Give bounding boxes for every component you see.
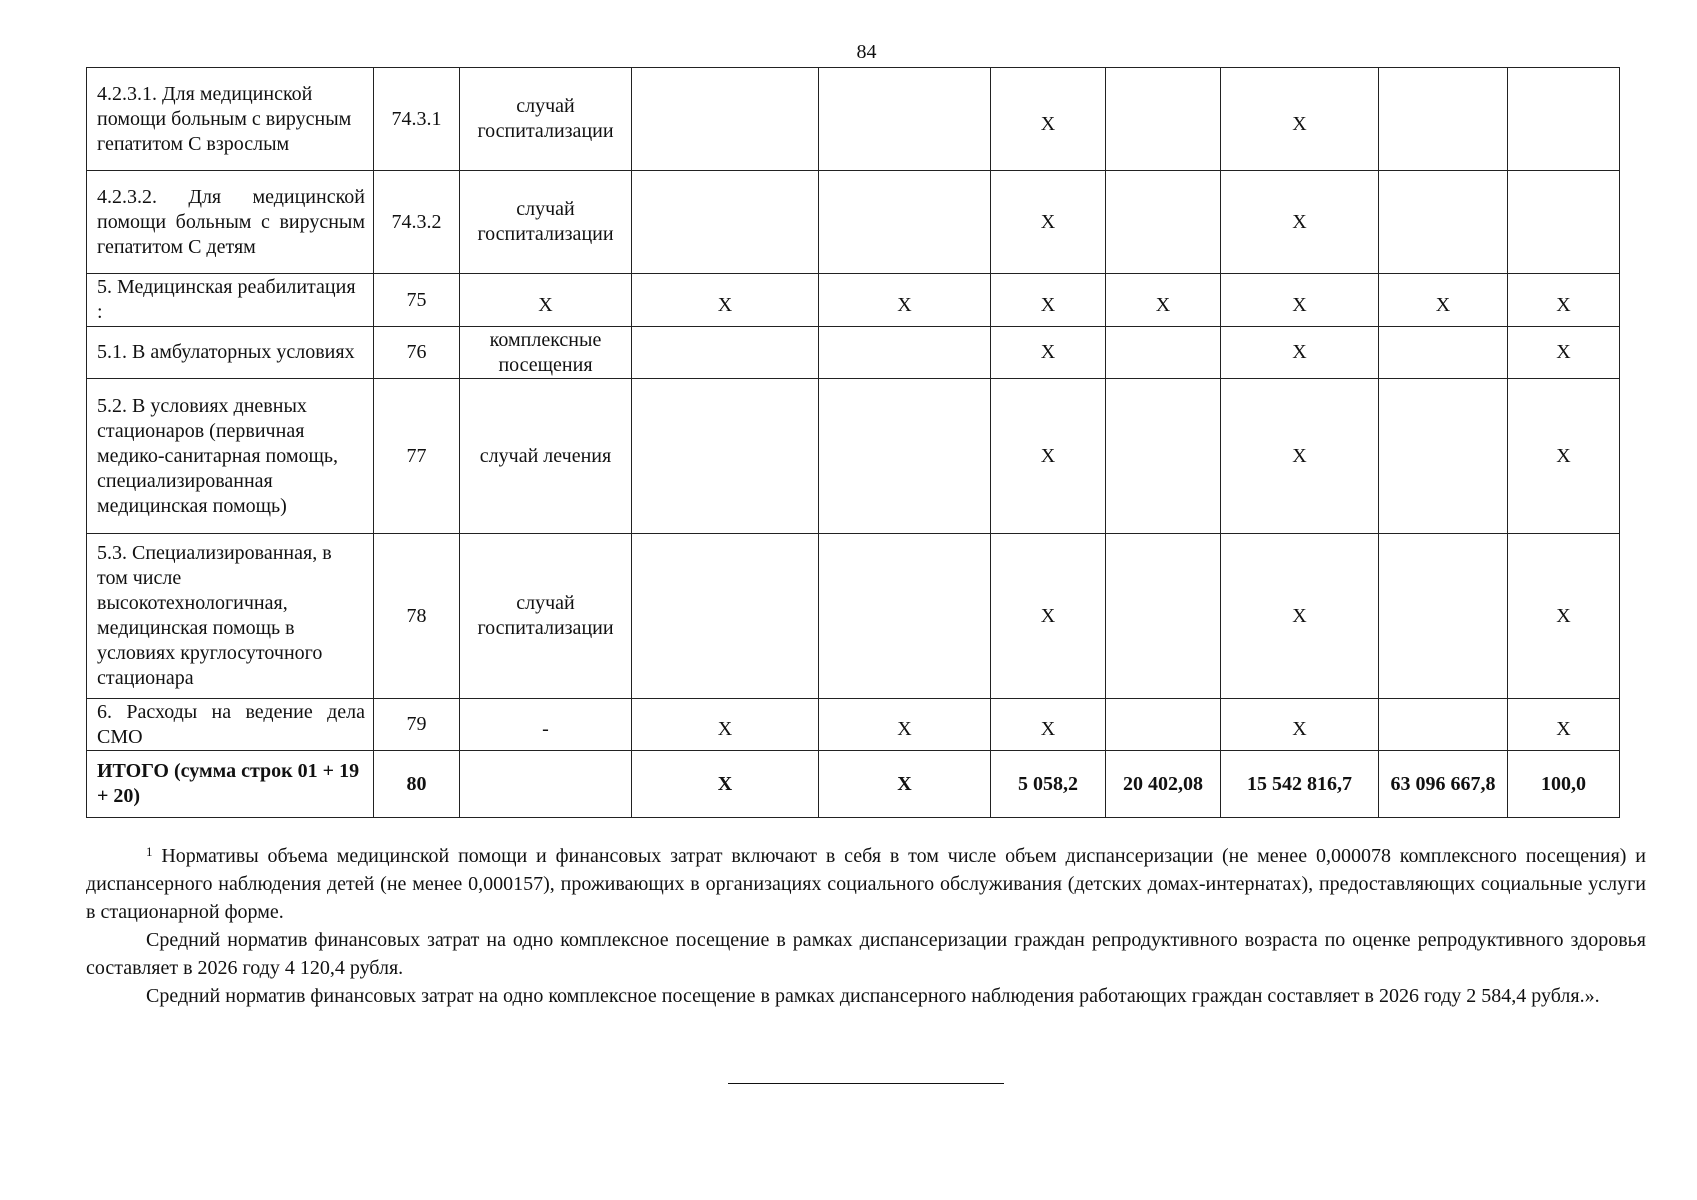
- cell-c5: X: [1221, 379, 1379, 534]
- total-c2: X: [819, 751, 991, 818]
- footnote-paragraph-2: Средний норматив финансовых затрат на одно комплексное посещение в рамках диспансеризации граждан репродуктивного возраста по оценке репродуктивного здоровья составляет в 2026 году 4 120,4 рубля.: [86, 929, 1646, 979]
- footnote-marker: 1: [146, 844, 153, 859]
- table-row: [87, 171, 1620, 274]
- row-name: 5. Медицинская реабилитация :: [87, 274, 374, 327]
- row-code: 75: [374, 274, 460, 327]
- cell-c3: X: [991, 327, 1106, 379]
- row-name: 5.2. В условиях дневных стационаров (первичная медико-санитарная помощь, специализированная медицинская помощь): [87, 379, 374, 534]
- table-total-row: [87, 751, 1620, 818]
- row-unit: X: [460, 274, 632, 327]
- row-code: 74.3.1: [374, 68, 460, 171]
- row-code: 77: [374, 379, 460, 534]
- cell-c7: X: [1508, 379, 1620, 534]
- total-label: ИТОГО (сумма строк 01 + 19 + 20): [87, 751, 374, 818]
- row-unit: случай госпитализации: [460, 68, 632, 171]
- total-c1: X: [632, 751, 819, 818]
- cell-c6: [1379, 171, 1508, 274]
- cell-c6: [1379, 379, 1508, 534]
- cell-c4: X: [1106, 274, 1221, 327]
- row-code: 79: [374, 699, 460, 751]
- cell-c7: X: [1508, 534, 1620, 699]
- table-row: [87, 274, 1620, 327]
- cell-c2: [819, 379, 991, 534]
- end-rule-divider: [728, 1083, 1004, 1084]
- row-name: 4.2.3.2. Для медицинской помощи больным с вирусным гепатитом С детям: [87, 171, 374, 274]
- cell-c1: [632, 379, 819, 534]
- cell-c2: [819, 327, 991, 379]
- cell-c7: X: [1508, 699, 1620, 751]
- cell-c6: [1379, 699, 1508, 751]
- cell-c1: [632, 171, 819, 274]
- cell-c5: X: [1221, 274, 1379, 327]
- cell-c7: X: [1508, 327, 1620, 379]
- row-unit: случай лечения: [460, 379, 632, 534]
- cell-c3: X: [991, 534, 1106, 699]
- cell-c2: [819, 534, 991, 699]
- row-unit: -: [460, 699, 632, 751]
- cell-c3: X: [991, 68, 1106, 171]
- cell-c7: [1508, 171, 1620, 274]
- cell-c1: [632, 534, 819, 699]
- row-name: 4.2.3.1. Для медицинской помощи больным с вирусным гепатитом С взрослым: [87, 68, 374, 171]
- cell-c3: X: [991, 699, 1106, 751]
- cell-c6: [1379, 327, 1508, 379]
- cell-c1: X: [632, 274, 819, 327]
- row-unit: случай госпитализации: [460, 534, 632, 699]
- cell-c3: X: [991, 274, 1106, 327]
- total-c7: 100,0: [1508, 751, 1620, 818]
- cell-c7: [1508, 68, 1620, 171]
- table-row: [87, 379, 1620, 534]
- cell-c4: [1106, 171, 1221, 274]
- cell-c2: [819, 68, 991, 171]
- total-c4: 20 402,08: [1106, 751, 1221, 818]
- cell-c6: [1379, 68, 1508, 171]
- cell-c4: [1106, 379, 1221, 534]
- row-name: 5.1. В амбулаторных условиях: [87, 327, 374, 379]
- table-row: [87, 68, 1620, 171]
- cell-c4: [1106, 327, 1221, 379]
- cell-c6: [1379, 534, 1508, 699]
- footnote-paragraph-1: [86, 838, 1646, 926]
- cell-c1: [632, 327, 819, 379]
- cell-c2: X: [819, 274, 991, 327]
- cell-c5: X: [1221, 327, 1379, 379]
- cell-c5: X: [1221, 171, 1379, 274]
- cell-c4: [1106, 699, 1221, 751]
- cell-c6: X: [1379, 274, 1508, 327]
- table-row: [87, 699, 1620, 751]
- footnote-text-1: Нормативы объема медицинской помощи и финансовых затрат включают в себя в том числе объем диспансеризации (не менее 0,000078 комплексного посещения) и диспансерного наблюдения детей (не менее 0,000157), проживающих в организациях социального обслуживания (детских домах-интернатах), предоставляющих социальные услуги в стационарной форме.: [86, 845, 1647, 923]
- total-code: 80: [374, 751, 460, 818]
- cell-c1: [632, 68, 819, 171]
- table-row: [87, 534, 1620, 699]
- row-code: 74.3.2: [374, 171, 460, 274]
- cell-c3: X: [991, 171, 1106, 274]
- row-name: 5.3. Специализированная, в том числе высокотехнологичная, медицинская помощь в условиях круглосуточного стационара: [87, 534, 374, 699]
- total-unit: [460, 751, 632, 818]
- cell-c5: X: [1221, 68, 1379, 171]
- page-number: 84: [856, 41, 877, 63]
- row-code: 78: [374, 534, 460, 699]
- cell-c5: X: [1221, 699, 1379, 751]
- financing-table: [86, 67, 1620, 818]
- cell-c3: X: [991, 379, 1106, 534]
- table-row: [87, 327, 1620, 379]
- cell-c4: [1106, 534, 1221, 699]
- footnote-paragraph-3: Средний норматив финансовых затрат на одно комплексное посещение в рамках диспансерного наблюдения работающих граждан составляет в 2026 году 2 584,4 рубля.».: [146, 985, 1600, 1007]
- cell-c4: [1106, 68, 1221, 171]
- total-c3: 5 058,2: [991, 751, 1106, 818]
- row-unit: комплексные посещения: [460, 327, 632, 379]
- cell-c1: X: [632, 699, 819, 751]
- cell-c7: X: [1508, 274, 1620, 327]
- cell-c2: [819, 171, 991, 274]
- cell-c2: X: [819, 699, 991, 751]
- cell-c5: X: [1221, 534, 1379, 699]
- row-code: 76: [374, 327, 460, 379]
- total-c5: 15 542 816,7: [1221, 751, 1379, 818]
- total-c6: 63 096 667,8: [1379, 751, 1508, 818]
- row-name: 6. Расходы на ведение дела СМО: [87, 699, 374, 751]
- row-unit: случай госпитализации: [460, 171, 632, 274]
- footnotes: [86, 838, 1646, 1010]
